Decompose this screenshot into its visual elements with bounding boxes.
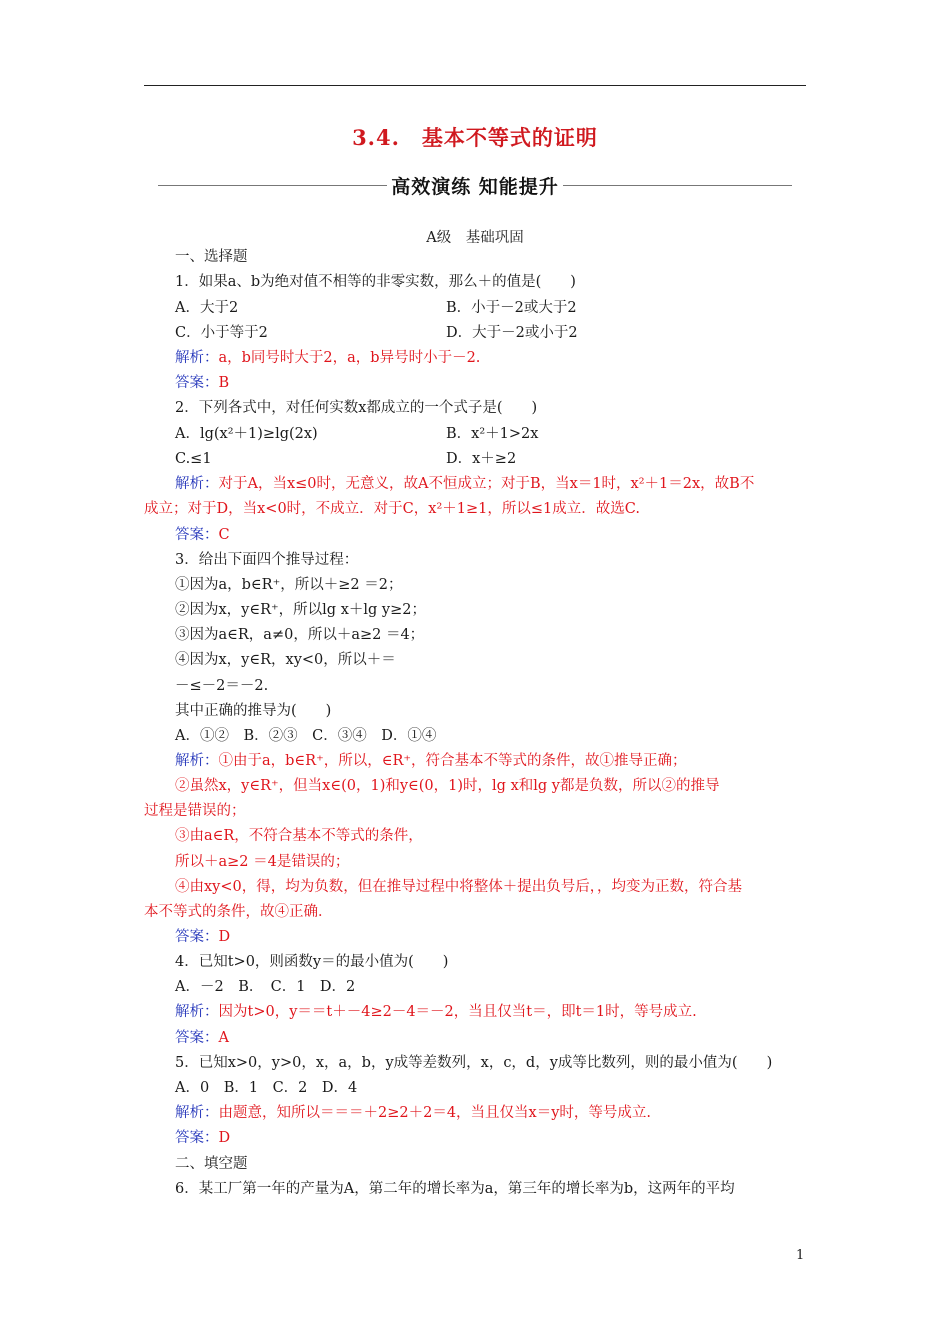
q5-options: A．0 B．1 C．2 D．4 (175, 1080, 358, 1096)
q2-answer (175, 526, 230, 544)
header-rule (144, 85, 806, 86)
q5-answer-value: D (218, 1130, 231, 1146)
q3-analysis-2: ②虽然x，y∈R⁺，但当x∈(0，1)和y∈(0，1)时，lg x和lg y都是负数，所以②的推导 (175, 778, 720, 794)
q2-option-c: C.≤1 (175, 451, 212, 467)
q1-stem: 1．如果a、b为绝对值不相等的非零实数，那么＋的值是( ) (175, 274, 576, 290)
q3-analysis-7: 本不等式的条件，故④正确． (144, 904, 333, 920)
answer-label: 答案： (175, 929, 219, 945)
q2-option-b: B．x²＋1>2x (446, 426, 539, 442)
q1-answer (175, 374, 229, 392)
answer-label: 答案： (175, 375, 219, 391)
section-heading-choice: 一、选择题 (175, 249, 248, 265)
q5-stem: 5．已知x>0，y>0，x，a，b，y成等差数列，x，c，d，y成等比数列，则的最小值为( ) (175, 1055, 773, 1071)
q2-stem: 2．下列各式中，对任何实数x都成立的一个式子是( ) (175, 400, 538, 416)
q2-analysis-line1 (175, 475, 754, 493)
q1-analysis (175, 349, 480, 367)
q2-option-a: A．lg(x²＋1)≥lg(2x) (175, 426, 318, 442)
q3-ask: 其中正确的推导为( ) (175, 703, 332, 719)
analysis-label: 解析： (175, 1105, 219, 1121)
q3-analysis-3: 过程是错误的； (144, 803, 246, 819)
q5-answer (175, 1129, 230, 1147)
q3-analysis-6: ④由xy<0，得，均为负数，但在推导过程中将整体＋提出负号后，，均变为正数，符合基 (175, 879, 742, 895)
q3-derivation-2: ②因为x，y∈R⁺，所以lg x＋lg y≥2； (175, 602, 426, 618)
q2-answer-value: C (218, 527, 230, 543)
q4-stem: 4．已知t>0，则函数y＝的最小值为( ) (175, 954, 449, 970)
section-heading-fill: 二、填空题 (175, 1156, 248, 1172)
q3-derivation-3: ③因为a∈R，a≠0，所以＋a≥2 ＝4； (175, 627, 425, 643)
q3-analysis-4: ③由a∈R，不符合基本不等式的条件， (175, 828, 423, 844)
q5-analysis (175, 1104, 651, 1122)
q6-stem: 6．某工厂第一年的产量为A，第二年的增长率为a，第三年的增长率为b，这两年的平均 (175, 1181, 735, 1197)
q1-option-d: D．大于－2或小于2 (446, 325, 578, 341)
q2-analysis-line2: 成立；对于D，当x<0时，不成立．对于C，x²＋1≥1，所以≤1成立．故选C. (144, 501, 640, 517)
q3-stem: 3．给出下面四个推导过程： (175, 552, 359, 568)
q1-answer-value: B (218, 375, 230, 391)
q4-options: A．－2 B． C．1 D．2 (175, 979, 356, 995)
q1-option-c: C．小于等于2 (175, 325, 268, 341)
q3-analysis-1 (175, 752, 687, 770)
q1-option-b: B．小于－2或大于2 (446, 300, 577, 316)
analysis-label: 解析： (175, 753, 219, 769)
analysis-label: 解析： (175, 1004, 219, 1020)
answer-label: 答案： (175, 1030, 219, 1046)
q4-analysis (175, 1003, 697, 1021)
q4-answer-value: A (218, 1030, 229, 1046)
answer-label: 答案： (175, 527, 219, 543)
q1-analysis-text: a，b同号时大于2，a，b异号时小于－2. (218, 350, 481, 366)
page-number: 1 (796, 1248, 805, 1263)
q3-derivation-1: ①因为a，b∈R⁺，所以＋≥2 ＝2； (175, 577, 403, 593)
q4-answer (175, 1029, 229, 1047)
q3-analysis-text1: ①由于a，b∈R⁺，所以，∈R⁺，符合基本不等式的条件，故①推导正确； (218, 753, 687, 769)
answer-label: 答案： (175, 1130, 219, 1146)
q3-answer-value: D (218, 929, 231, 945)
subtitle-right-rule (563, 185, 792, 186)
section-number: 3.4. (352, 125, 400, 150)
q2-option-d: D．x＋≥2 (446, 451, 517, 467)
analysis-label: 解析： (175, 350, 219, 366)
q3-answer (175, 928, 230, 946)
q2-analysis-text1: 对于A，当x≤0时，无意义，故A不恒成立；对于B，当x＝1时，x²＋1＝2x，故B不 (218, 476, 755, 492)
q3-derivation-4: ④因为x，y∈R，xy<0，所以＋＝ (175, 652, 396, 668)
analysis-label: 解析： (175, 476, 219, 492)
level-heading: A级 基础巩固 (426, 230, 524, 246)
subtitle-left-rule (158, 185, 387, 186)
subtitle-banner (158, 171, 792, 199)
q4-analysis-text: 因为t>0，y＝＝t＋－4≥2－4＝－2，当且仅当t＝，即t＝1时，等号成立. (218, 1004, 697, 1020)
subtitle-text: 高效演练 知能提升 (391, 175, 559, 198)
q3-derivation-4-cont: －≤－2＝－2. (175, 678, 269, 694)
q5-analysis-text: 由题意，知所以＝＝＝＋2≥2＋2＝4，当且仅当x＝y时，等号成立. (218, 1105, 652, 1121)
q1-option-a: A．大于2 (175, 300, 239, 316)
q3-analysis-5: 所以＋a≥2 ＝4是错误的； (175, 854, 350, 870)
q3-options: A．①② B．②③ C．③④ D．①④ (175, 728, 437, 744)
section-title (0, 122, 950, 152)
section-title-text: 基本不等式的证明 (421, 125, 598, 150)
